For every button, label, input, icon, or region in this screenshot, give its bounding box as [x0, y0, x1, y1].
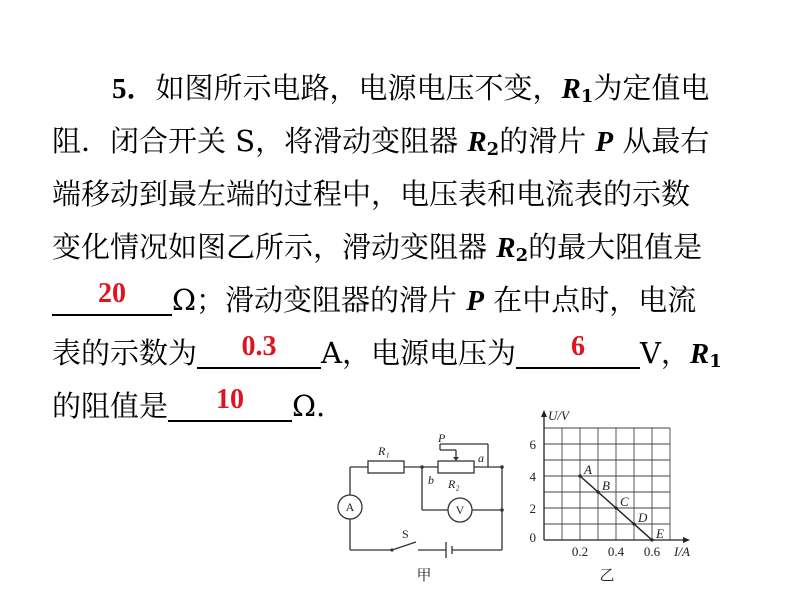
circuit-diagram [320, 430, 520, 595]
label-r1: R₁ [378, 444, 390, 458]
data-point-a [578, 474, 581, 477]
x-tick-label: 0.4 [607, 544, 625, 559]
answer-blank-r1[interactable] [168, 384, 292, 422]
label-b: b [428, 473, 434, 487]
question-line-6: 表的示数为 0.3 A，电源电压为 6 V，$R_1$ [52, 331, 722, 372]
ammeter-label: A [345, 500, 355, 514]
resistor-r1 [368, 461, 404, 473]
caption-yi: 乙 [599, 568, 615, 584]
data-point-d [632, 522, 635, 525]
question-line-2: 阻．闭合开关 S，将滑动变阻器 $R_2$的滑片 P 从最右 [52, 124, 710, 160]
answer-blank-voltage[interactable] [516, 331, 640, 369]
resistor-r2 [438, 461, 474, 473]
y-tick-label: 4 [529, 469, 536, 484]
question-number: 5． [112, 73, 156, 105]
point-label-d: D [638, 510, 648, 525]
question-line-7: 的阻值是 10 Ω. [52, 384, 326, 423]
y-tick-label: 6 [529, 437, 536, 452]
question-line-3: 端移动到最左端的过程中，电压表和电流表的示数 [52, 177, 691, 211]
answer-blank-r2-max[interactable] [52, 278, 172, 316]
x-tick-label: 0.6 [643, 544, 661, 559]
caption-jia: 甲 [416, 568, 432, 584]
label-p: P [438, 431, 446, 445]
point-label-e: E [656, 526, 664, 541]
y-axis-label: U/V [548, 408, 569, 423]
y-tick-label: 2 [529, 501, 536, 516]
answer-current: 0.3 [241, 331, 277, 362]
label-a: a [478, 451, 484, 465]
point-label-b: B [602, 478, 610, 493]
x-axis-label: I/A [674, 544, 690, 559]
y-tick-label: 0 [529, 530, 536, 545]
label-switch: S [402, 527, 409, 541]
data-point-e [650, 538, 653, 541]
y-axis-arrow-icon [541, 410, 547, 417]
answer-r1: 10 [216, 384, 245, 415]
label-r2: R₂ [448, 477, 460, 491]
point-label-a: A [584, 462, 592, 477]
data-point-b [596, 490, 599, 493]
x-tick-label: 0.2 [571, 544, 589, 559]
question-line-4: 变化情况如图乙所示，滑动变阻器 $R_2$的最大阻值是 [52, 230, 703, 266]
x-axis-arrow-icon [683, 537, 690, 543]
data-point-c [614, 506, 617, 509]
point-label-c: C [620, 494, 629, 509]
answer-blank-current[interactable] [197, 331, 321, 369]
answer-r2-max: 20 [98, 278, 126, 309]
voltmeter-label: V [455, 503, 465, 517]
question-line-1: 5．如图所示电路，电源电压不变，$R_1$为定值电 [112, 71, 710, 107]
question-line-5: 20 Ω；滑动变阻器的滑片 P 在中点时，电流 [52, 282, 696, 319]
u-i-chart [522, 390, 712, 595]
answer-voltage: 6 [570, 331, 585, 362]
